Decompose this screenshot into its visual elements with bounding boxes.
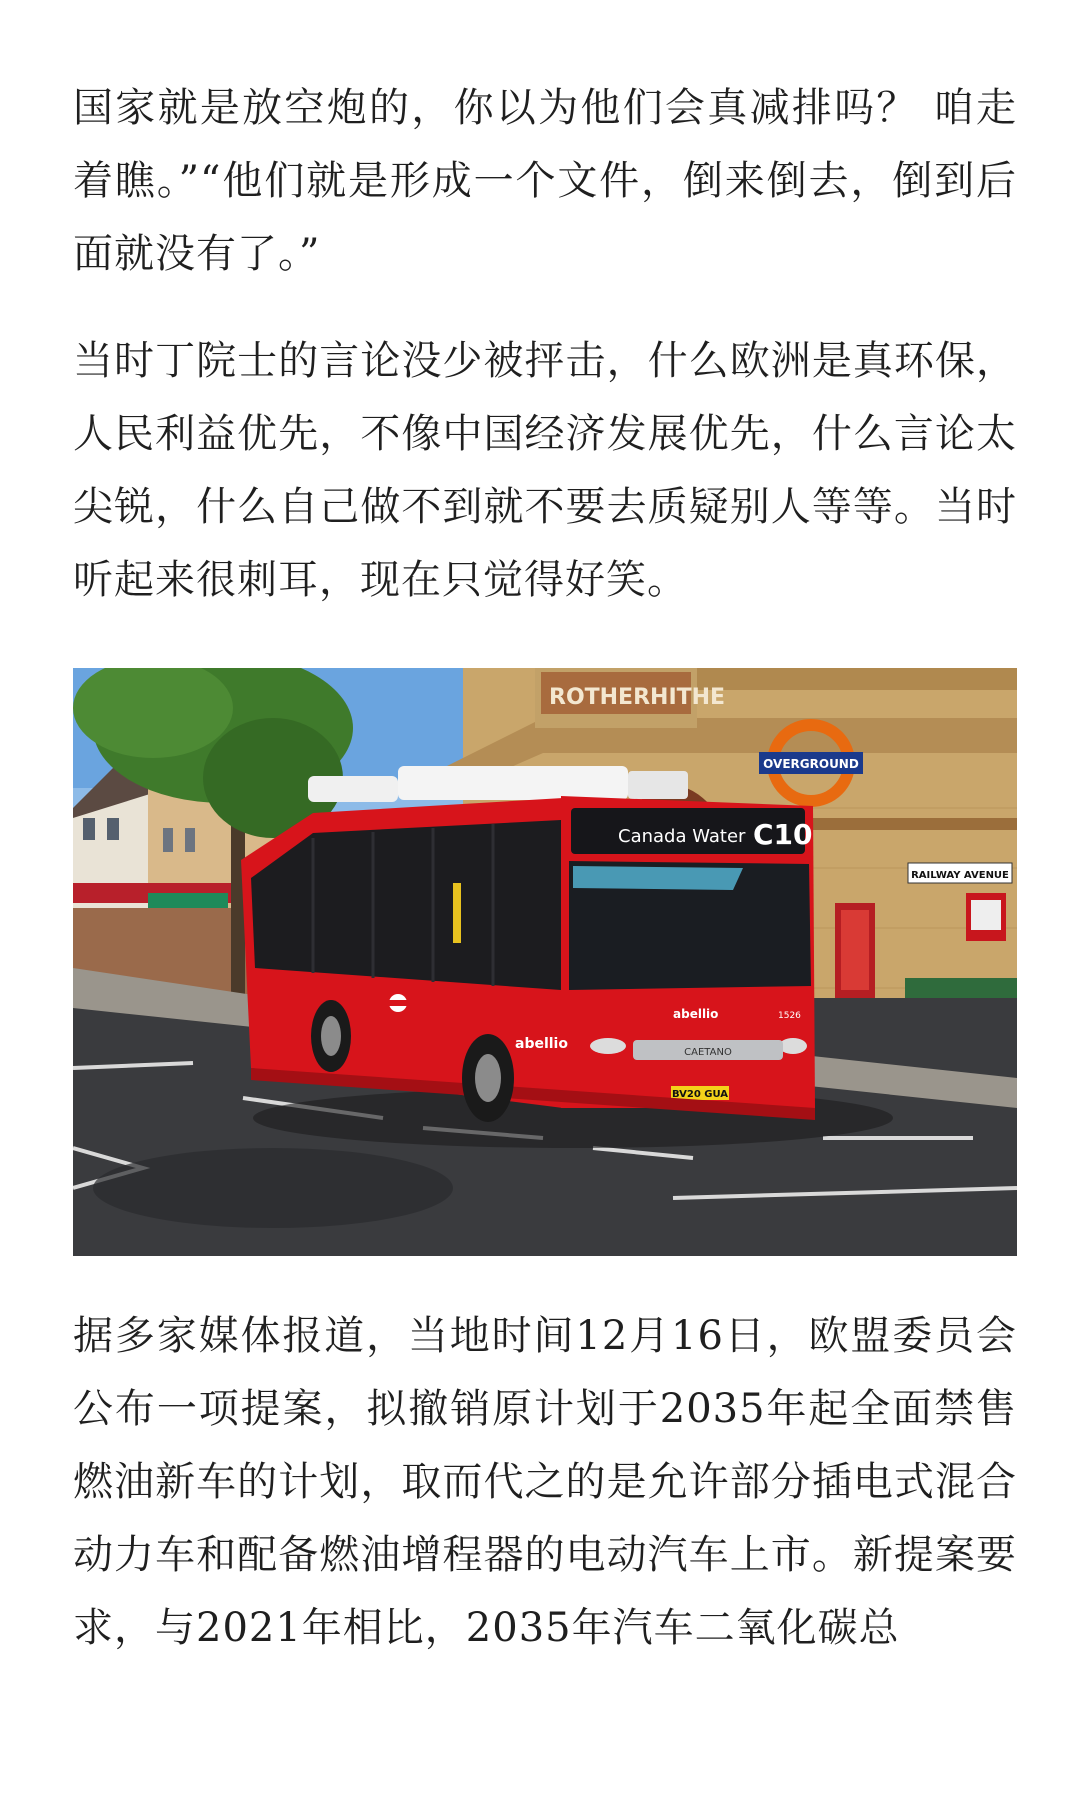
station-sign: ROTHERHITHE xyxy=(549,685,726,710)
bus-operator-side: abellio xyxy=(515,1036,568,1052)
street-sign: RAILWAY AVENUE xyxy=(911,870,1009,881)
bus-maker: CAETANO xyxy=(684,1047,732,1058)
article-photo xyxy=(73,668,1017,1256)
overground-sign: OVERGROUND xyxy=(763,757,859,771)
bus-operator-front: abellio xyxy=(673,1007,719,1021)
bus-route: C10 xyxy=(753,818,813,851)
article-paragraph: 国家就是放空炮的，你以为他们会真减排吗？ 咱走着瞧。”“他们就是形成一个文件，倒来倒去，倒到后面就没有了。” xyxy=(73,85,1017,277)
bus-plate: BV20 GUA xyxy=(671,1089,729,1100)
article-paragraph: 据多家媒体报道，当地时间12月16日，欧盟委员会公布一项提案，拟撤销原计划于2035年起全面禁售燃油新车的计划，取而代之的是允许部分插电式混合动力车和配备燃油增程器的电动汽车上市。新提案要求，与2021年相比，2035年汽车二氧化碳总 xyxy=(73,1313,1017,1651)
article-paragraph: 当时丁院士的言论没少被抨击，什么欧洲是真环保，人民利益优先，不像中国经济发展优先，什么言论太尖锐，什么自己做不到就不要去质疑别人等等。当时听起来很刺耳，现在只觉得好笑。 xyxy=(73,338,1017,603)
bus-fleet-number: 1526 xyxy=(778,1011,801,1021)
bus-destination: Canada Water xyxy=(618,826,746,847)
